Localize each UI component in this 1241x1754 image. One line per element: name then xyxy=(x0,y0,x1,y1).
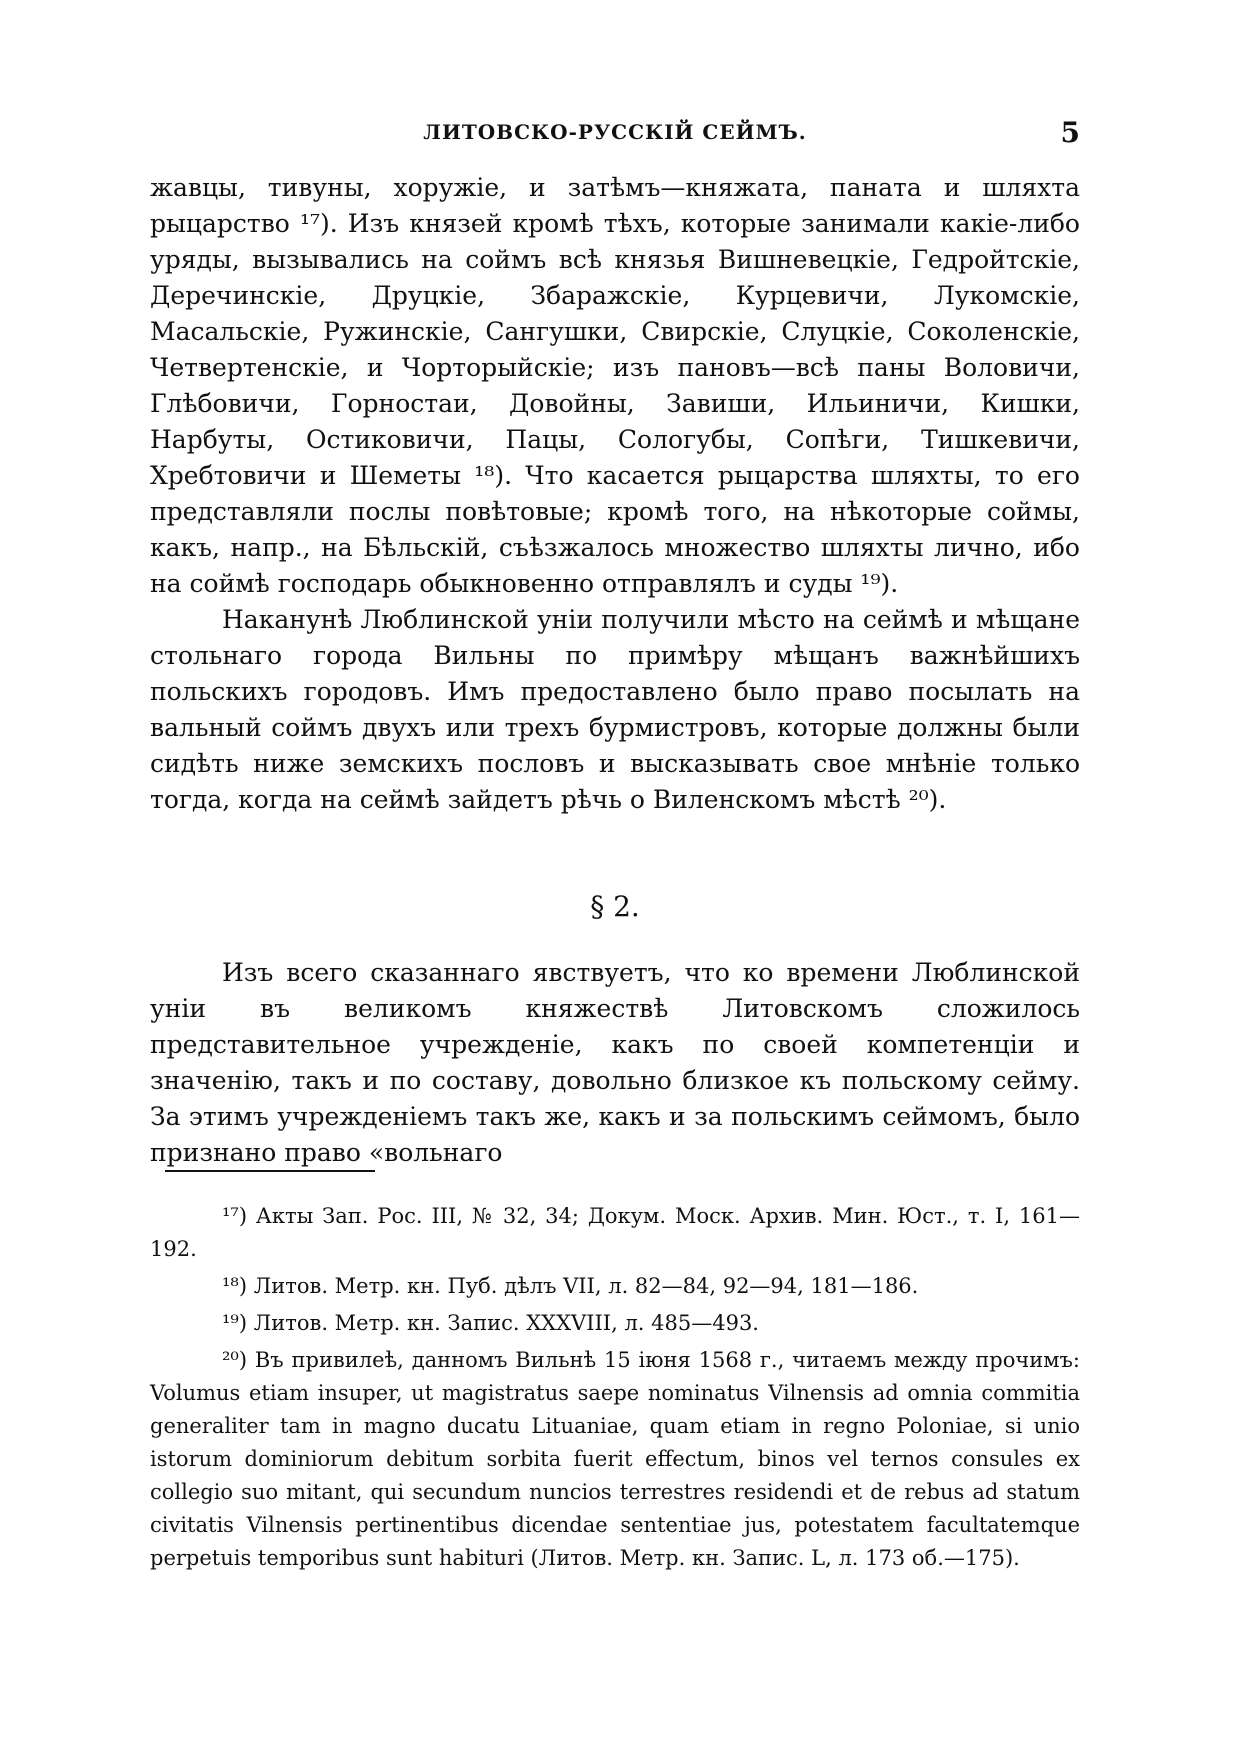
footnote xyxy=(150,1270,1080,1303)
running-title: ЛИТОВСКО-РУССКІЙ СЕЙМЪ. xyxy=(423,120,807,144)
section-text xyxy=(150,955,1080,1171)
footnotes xyxy=(150,1200,1080,1579)
page-number: 5 xyxy=(1060,116,1080,149)
footnote-mark: ¹⁸) xyxy=(222,1274,248,1298)
footnote-text: Литов. Метр. кн. Запис. XXXVIII, л. 485—493. xyxy=(253,1311,759,1335)
footnote-mark: ¹⁹) xyxy=(222,1311,248,1335)
footnote-mark: ²⁰) xyxy=(222,1348,248,1372)
footnote xyxy=(150,1344,1080,1575)
footnote-text: Литов. Метр. кн. Пуб. дѣлъ VII, л. 82—84, 92—94, 181—186. xyxy=(253,1274,919,1298)
footnote-mark: ¹⁷) xyxy=(222,1204,248,1228)
section-heading: § 2. xyxy=(590,890,640,923)
paragraph: Наканунѣ Люблинской уніи получили мѣсто на сеймѣ и мѣщане стольнаго города Вильны по примѣру мѣщанъ важнѣйшихъ польскихъ городовъ. Имъ предоставлено было право посылать на вальный соймъ двухъ или трехъ бурмистровъ, которые должны были сидѣть ниже земскихъ пословъ и высказывать свое мнѣніе только тогда, когда на сеймѣ зайдетъ рѣчь о Виленскомъ мѣстѣ ²⁰). xyxy=(150,605,1080,814)
paragraph-continued: жавцы, тивуны, хоружіе, и затѣмъ—княжата, паната и шляхта рыцарство ¹⁷). Изъ князей кромѣ тѣхъ, которые занимали какіе-либо уряды, вызывались на соймъ всѣ князья Вишневецкіе, Гедройтскіе, Деречинскіе, Друцкіе, Збаражскіе, Курцевичи, Лукомскіе, Масальскіе, Ружинскіе, Сангушки, Свирскіе, Слуцкіе, Соколенскіе, Четвертенскіе, и Чорторыйскіе; изъ пановъ—всѣ паны Воловичи, Глѣбовичи, Горностаи, Довойны, Завиши, Ильиничи, Кишки, Нарбуты, Остиковичи, Пацы, Сологубы, Сопѣги, Тишкевичи, Хребтовичи и Шеметы ¹⁸). Что касается рыцарства шляхты, то его представляли послы повѣтовые; кромѣ того, на нѣкоторые соймы, какъ, напр., на Бѣльскій, съѣзжалось множество шляхты лично, ибо на соймѣ господарь обыкновенно отправлялъ и суды ¹⁹). xyxy=(150,173,1080,598)
running-header xyxy=(150,116,1080,152)
footnote xyxy=(150,1200,1080,1266)
footnote-text: Акты Зап. Рос. III, № 32, 34; Докум. Моск. Архив. Мин. Юст., т. I, 161—192. xyxy=(150,1204,1080,1261)
main-text xyxy=(150,170,1080,818)
footnote-text: Въ привилеѣ, данномъ Вильнѣ 15 іюня 1568 г., читаемъ между прочимъ: Volumus etiam insuper, ut magistratus saepe nominatus Vilnensis ad omnia commitia generaliter tam in magno ducatu Lituaniae, quam etiam in regno Poloniae, si unio istorum dominiorum debitum sorbita fuerit effectum, binos vel ternos consules ex collegio suo mitant, qui secundum nuncios terrestres residendi et de rebus ad statum civitatis Vilnensis pertinentibus dicendae sententiae jus, potestatem facultatemque perpetuis temporibus sunt habituri (Литов. Метр. кн. Запис. L, л. 173 об.—175). xyxy=(150,1348,1080,1570)
paragraph: Изъ всего сказаннаго явствуетъ, что ко времени Люблинской уніи въ великомъ княжествѣ Литовскомъ сложилось представительное учрежденіе, какъ по своей компетенціи и значенію, такъ и по составу, довольно близкое къ польскому сейму. За этимъ учрежденіемъ такъ же, какъ и за польскимъ сеймомъ, было признано право «вольнаго xyxy=(150,958,1080,1167)
footnote xyxy=(150,1307,1080,1340)
footnote-separator xyxy=(165,1170,375,1172)
